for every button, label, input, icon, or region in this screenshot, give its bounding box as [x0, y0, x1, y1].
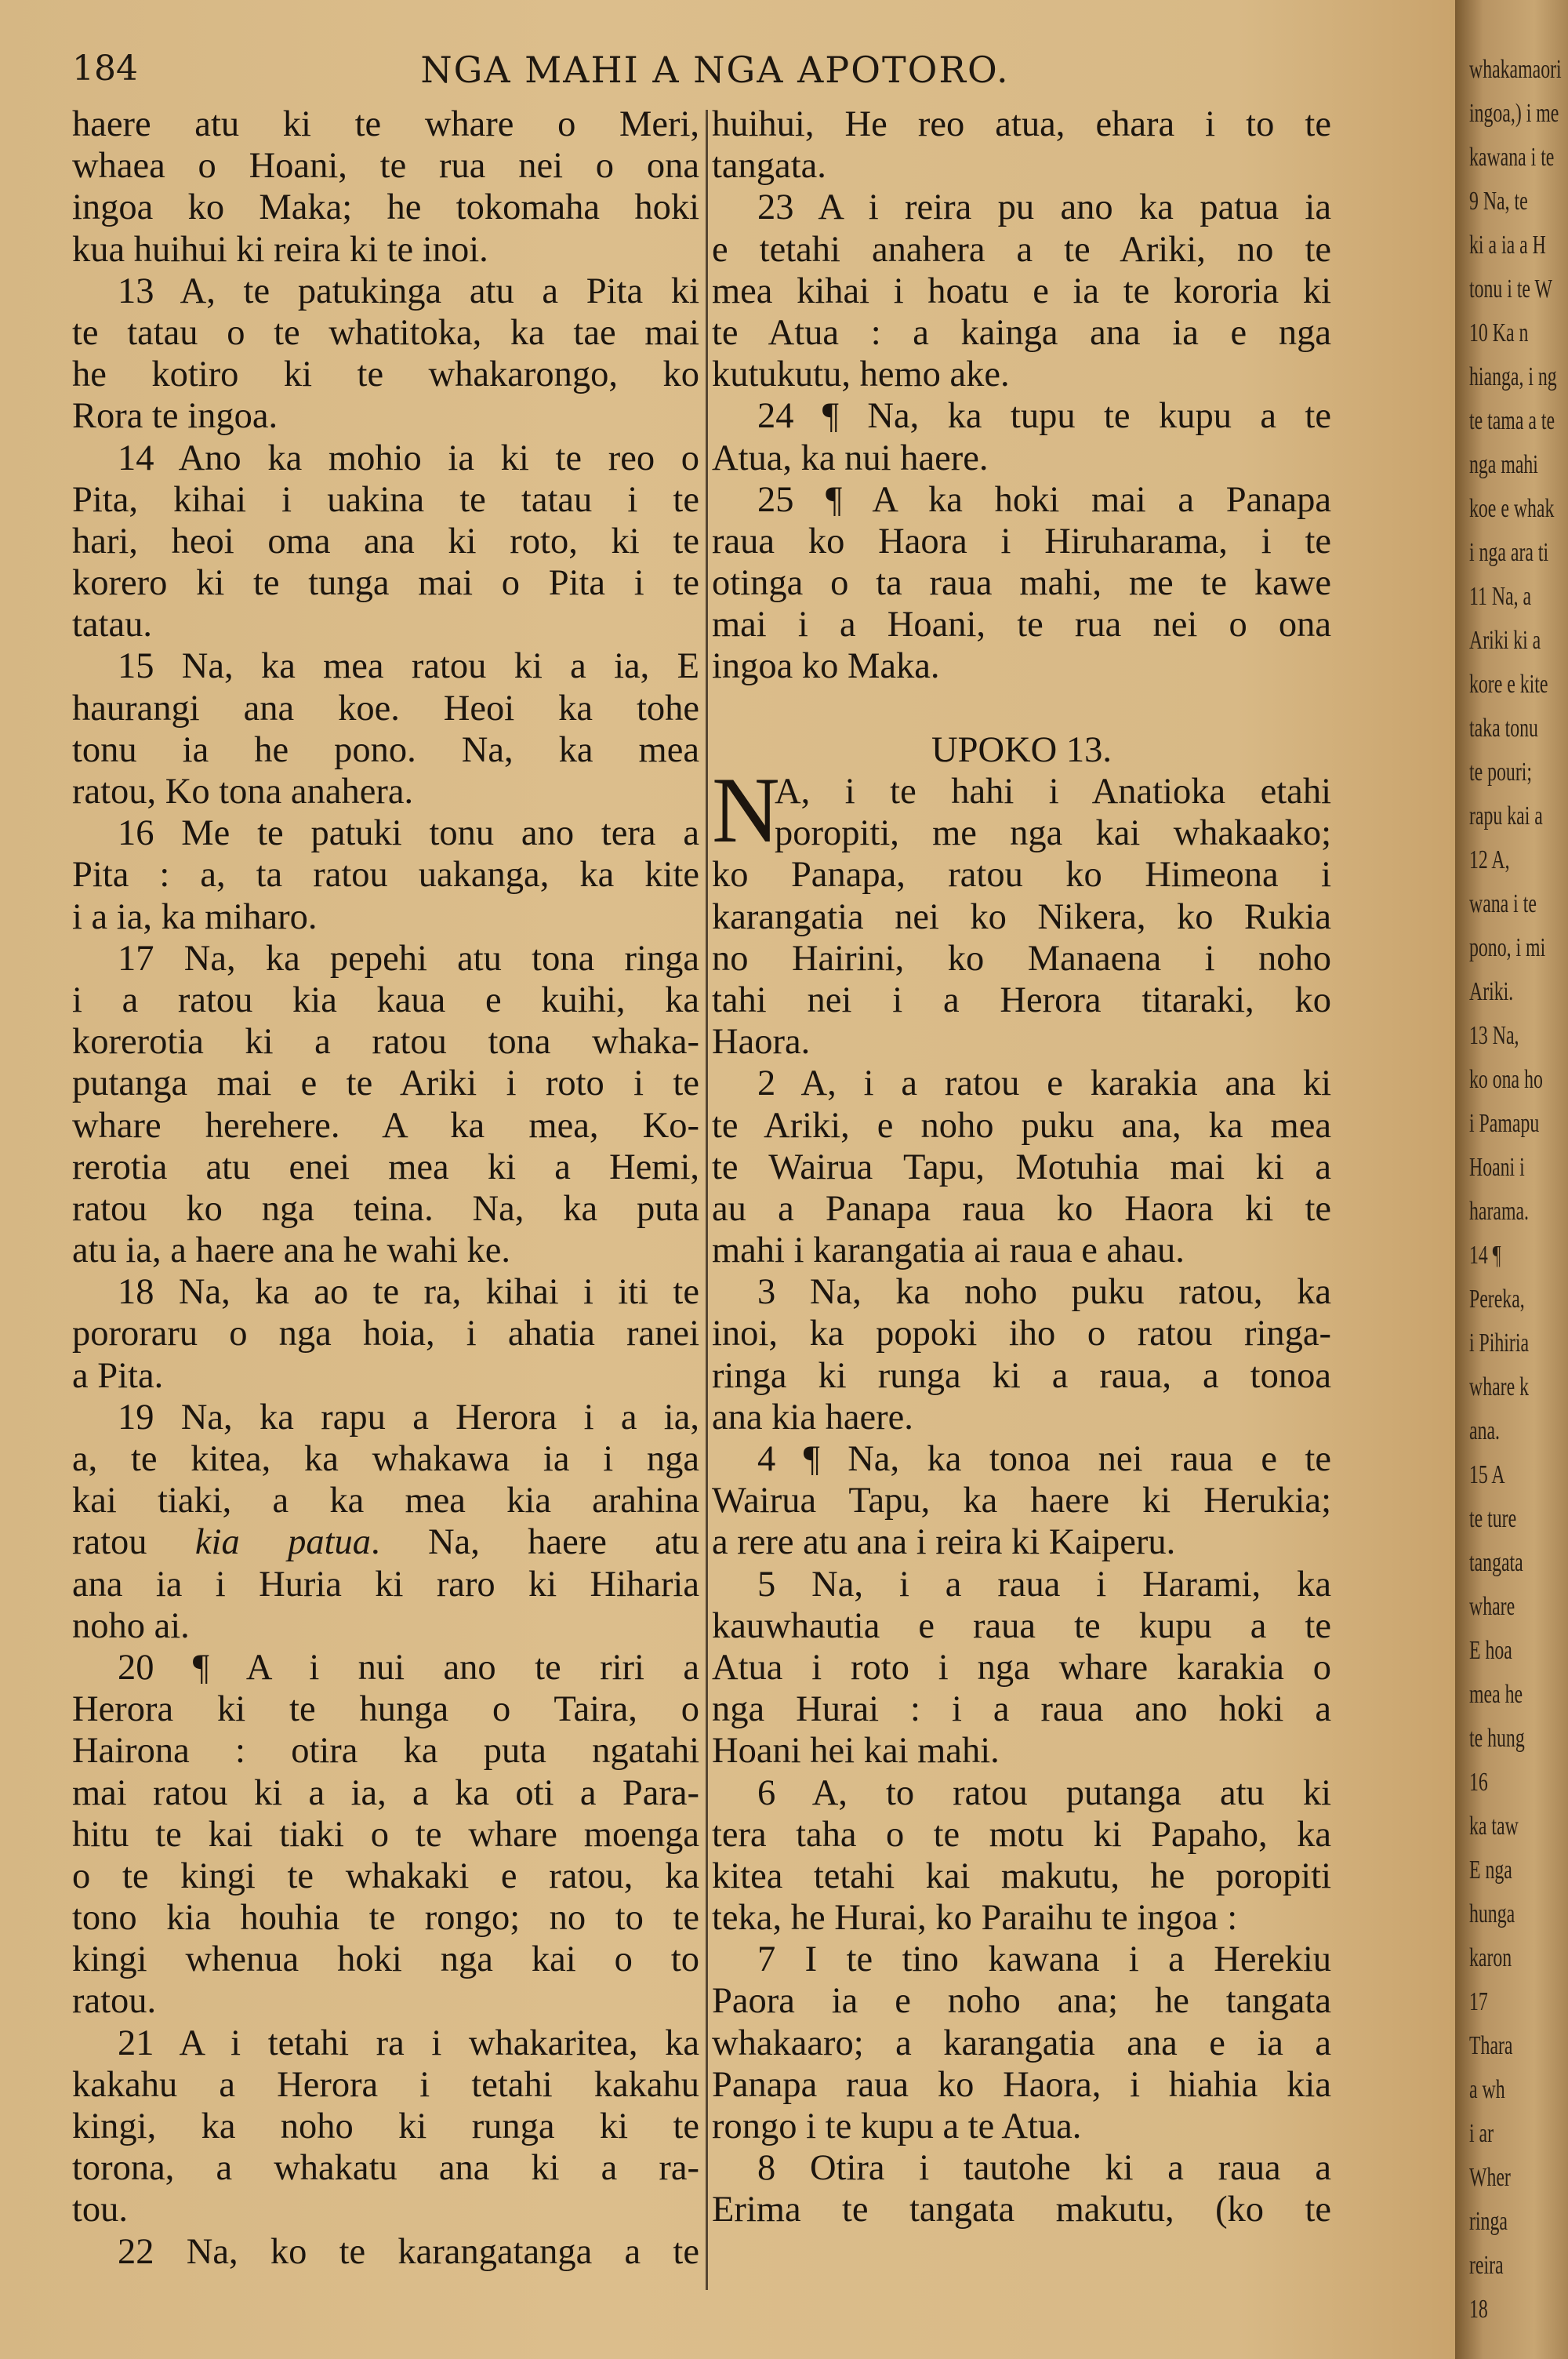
text-line: Wairua Tapu, ka haere ki Herukia;	[712, 1481, 1331, 1521]
next-page-fragment: 13 Na,	[1469, 1021, 1519, 1050]
next-page-fragment: te pouri;	[1469, 758, 1532, 787]
text-line: korero ki te tunga mai o Pita i te	[72, 563, 699, 604]
next-page-fragment: kore e kite	[1469, 670, 1548, 699]
text-line: korerotia ki a ratou tona whaka-	[72, 1022, 699, 1063]
text-line: te Wairua Tapu, Motuhia mai ki a	[712, 1147, 1331, 1187]
next-page-fragment: ka taw	[1469, 1812, 1519, 1841]
text-line: ratou kia patua. Na, haere atu	[72, 1522, 699, 1563]
next-page-fragment: ki a ia a H	[1469, 231, 1546, 260]
next-page-fragment: 17	[1469, 1987, 1488, 2016]
text-line: e tetahi anahera a te Ariki, no te	[712, 229, 1331, 270]
next-page-fragment: ana.	[1469, 1416, 1500, 1445]
text-line: i a ia, ka miharo.	[72, 896, 318, 937]
chapter-spacer	[712, 688, 1331, 729]
next-page-fragment: 15 A	[1469, 1460, 1505, 1489]
next-page-fragment: karon	[1469, 1943, 1512, 1972]
page-number: 184	[72, 49, 138, 89]
text-line: mai i a Hoani, te rua nei o ona	[712, 605, 1331, 645]
text-line: Pita, kihai i uakina te tatau i te	[72, 479, 699, 520]
text-line: whare herehere. A ka mea, Ko-	[72, 1105, 699, 1146]
text-line: tono kia houhia te rongo; no to te	[72, 1898, 699, 1939]
text-line: putanga mai e te Ariki i roto i te	[72, 1063, 699, 1104]
next-page-fragment: Pereka,	[1469, 1285, 1525, 1314]
next-page-edge	[1455, 0, 1568, 2359]
next-page-fragment: E hoa	[1469, 1636, 1512, 1665]
text-line: tangata.	[712, 146, 826, 187]
text-line: 3 Na, ka noho puku ratou, ka	[757, 1272, 1331, 1313]
italic-text: kia patua	[194, 1522, 371, 1563]
text-line: Hairona : otira ka puta ngatahi	[72, 1731, 699, 1772]
next-page-fragment: tangata	[1469, 1548, 1523, 1577]
text-line: inoi, ka popoki iho o ratou ringa-	[712, 1314, 1331, 1354]
text-line: 21 A i tetahi ra i whakaritea, ka	[118, 2023, 699, 2063]
next-page-fragment: whare	[1469, 1592, 1515, 1621]
text-line: 4 ¶ Na, ka tonoa nei raua e te	[757, 1439, 1331, 1479]
text-line: whakaaro; a karangatia ana e ia a	[712, 2023, 1331, 2063]
next-page-fragment: Ariki ki a	[1469, 626, 1541, 655]
text-line: haurangi ana koe. Heoi ka tohe	[72, 688, 699, 729]
next-page-fragment: 11 Na, a	[1469, 582, 1532, 611]
next-page-fragment: i Pamapu	[1469, 1109, 1540, 1138]
text-line: mahi i karangatia ai raua e ahau.	[712, 1230, 1185, 1271]
text-line: i a ratou kia kaua e kuihi, ka	[72, 980, 699, 1020]
text-line: 25 ¶ A ka hoki mai a Panapa	[757, 479, 1331, 520]
text-line: mea kihai i hoatu e ia te kororia ki	[712, 271, 1331, 311]
page-header	[72, 49, 1358, 104]
text-line: Atua i roto i nga whare karakia o	[712, 1647, 1331, 1688]
text-line: haere atu ki te whare o Meri,	[72, 104, 699, 144]
text-line: tou.	[72, 2190, 129, 2230]
text-line: ingoa ko Maka.	[712, 646, 940, 687]
text-line: 8 Otira i tautohe ki a raua a	[757, 2148, 1331, 2189]
text-line: hitu te kai tiaki o te whare moenga	[72, 1814, 699, 1855]
text-line: te tatau o te whatitoka, ka tae mai	[72, 312, 699, 353]
text-line: teka, he Hurai, ko Paraihu te ingoa :	[712, 1898, 1238, 1939]
text-line: kakahu a Herora i tetahi kakahu	[72, 2064, 699, 2105]
text-line: rongo i te kupu a te Atua.	[712, 2106, 1082, 2146]
text-line: te Ariki, e noho puku ana, ka mea	[712, 1105, 1331, 1146]
right-column-continuation	[712, 104, 1331, 688]
next-page-fragment: i Pihiria	[1469, 1329, 1530, 1358]
next-page-fragment: te ture	[1469, 1504, 1517, 1533]
right-column	[712, 104, 1331, 2231]
next-page-fragment: pono, i mi	[1469, 933, 1546, 962]
drop-cap: N	[712, 758, 780, 862]
text-line: ratou, Ko tona anahera.	[72, 772, 414, 812]
next-page-fragment: hunga	[1469, 1899, 1515, 1928]
next-page-fragment: ringa	[1469, 2207, 1508, 2236]
text-line: a Pita.	[72, 1355, 164, 1396]
text-line: au a Panapa raua ko Haora ki te	[712, 1188, 1331, 1229]
text-line: Panapa raua ko Haora, i hiahia kia	[712, 2064, 1331, 2105]
next-page-fragment: tonu i te W	[1469, 274, 1552, 304]
text-line: tera taha o te motu ki Papaho, ka	[712, 1814, 1331, 1855]
text-line: nga Hurai : i a raua ano hoki a	[712, 1689, 1331, 1730]
text-line: ana ia i Huria ki raro ki Hiharia	[72, 1564, 699, 1605]
text-line: 24 ¶ Na, ka tupu te kupu a te	[757, 396, 1331, 437]
text-line: Hoani hei kai mahi.	[712, 1731, 1000, 1772]
next-page-fragment: kawana i te	[1469, 143, 1555, 172]
text-line: kingi whenua hoki nga kai o to	[72, 1939, 699, 1980]
text-line: whaea o Hoani, te rua nei o ona	[72, 146, 699, 187]
chapter-text	[712, 758, 1331, 2231]
next-page-fragment: Wher	[1469, 2163, 1511, 2192]
text-line: huihui, He reo atua, ehara i to te	[712, 104, 1331, 144]
text-line: 23 A i reira pu ano ka patua ia	[757, 187, 1331, 228]
next-page-fragment: Thara	[1469, 2031, 1513, 2060]
next-page-fragment: rapu kai a	[1469, 801, 1543, 831]
next-page-fragment: te tama a te	[1469, 406, 1555, 435]
text-line: A, i te hahi i Anatioka etahi	[775, 772, 1331, 812]
text-line: te Atua : a kainga ana ia e nga	[712, 312, 1331, 353]
text-line: Paora ia e noho ana; he tangata	[712, 1981, 1331, 2022]
text-line: kutukutu, hemo ake.	[712, 354, 1010, 395]
text-line: torona, a whakatu ana ki a ra-	[72, 2148, 699, 2189]
text-line: Haora.	[712, 1022, 811, 1063]
text-line: 16 Me te patuki tonu ano tera a	[118, 813, 699, 854]
column-divider	[706, 110, 708, 2290]
text-line: ratou.	[72, 1981, 157, 2022]
text-line: otinga o ta raua mahi, me te kawe	[712, 563, 1331, 604]
text-line: 2 A, i a ratou e karakia ana ki	[757, 1063, 1331, 1104]
text-line: tonu ia he pono. Na, ka mea	[72, 729, 699, 770]
next-page-fragment: 9 Na, te	[1469, 187, 1528, 216]
text-line: 20 ¶ A i nui ano te riri a	[118, 1647, 699, 1688]
text-line: 22 Na, ko te karangatanga a te	[118, 2231, 699, 2272]
text-line: hari, heoi oma ana ki roto, ki te	[72, 521, 699, 562]
next-page-fragment: whakamaori	[1469, 55, 1562, 84]
next-page-fragment: Hoani i	[1469, 1153, 1525, 1182]
text-line: 18 Na, ka ao te ra, kihai i iti te	[118, 1272, 699, 1313]
text-line: Erima te tangata makutu, (ko te	[712, 2190, 1331, 2230]
next-page-fragment: ko ona ho	[1469, 1065, 1543, 1094]
text-line: tatau.	[72, 605, 152, 645]
next-page-fragment: ingoa,) i me	[1469, 99, 1559, 128]
text-line: ratou ko nga teina. Na, ka puta	[72, 1188, 699, 1229]
text-line: 5 Na, i a raua i Harami, ka	[757, 1564, 1331, 1605]
text-line: kua huihui ki reira ki te inoi.	[72, 229, 488, 270]
text-line: tahi nei i a Herora titaraki, ko	[712, 980, 1331, 1020]
next-page-fragment: i ar	[1469, 2119, 1494, 2148]
text-line: 14 Ano ka mohio ia ki te reo o	[118, 438, 699, 478]
next-page-fragment: wana i te	[1469, 889, 1537, 918]
running-title: NGA MAHI A NGA APOTORO.	[420, 49, 1010, 91]
text-line: 13 A, te patukinga atu a Pita ki	[118, 271, 699, 311]
text-line: Rora te ingoa.	[72, 396, 278, 437]
text-line: 19 Na, ka rapu a Herora i a ia,	[118, 1397, 699, 1438]
text-line: Atua, ka nui haere.	[712, 438, 989, 478]
next-page-fragment: reira	[1469, 2251, 1504, 2280]
text-line: 15 Na, ka mea ratou ki a ia, E	[118, 646, 699, 687]
text-line: kitea tetahi kai makutu, he poropiti	[712, 1856, 1331, 1896]
text-line: rerotia atu enei mea ki a Hemi,	[72, 1147, 699, 1187]
next-page-fragment: nga mahi	[1469, 450, 1538, 479]
text-line: Herora ki te hunga o Taira, o	[72, 1689, 699, 1730]
next-page-fragment: taka tonu	[1469, 714, 1538, 743]
next-page-fragment: mea he	[1469, 1680, 1523, 1709]
text-line: 6 A, to ratou putanga atu ki	[757, 1772, 1331, 1813]
text-line: ringa ki runga ki a raua, a tonoa	[712, 1355, 1331, 1396]
text-line: a rere atu ana i reira ki Kaiperu.	[712, 1522, 1176, 1563]
text-line: noho ai.	[72, 1605, 190, 1646]
next-page-fragment: whare k	[1469, 1372, 1529, 1401]
text-line: atu ia, a haere ana he wahi ke.	[72, 1230, 510, 1271]
text-line: he kotiro ki te whakarongo, ko	[72, 354, 699, 395]
next-page-fragment: Ariki.	[1469, 977, 1514, 1006]
text-line: no Hairini, ko Manaena i noho	[712, 938, 1331, 979]
text-line: Pita : a, ta ratou uakanga, ka kite	[72, 855, 699, 896]
left-column	[72, 104, 699, 2273]
next-page-fragment: 18	[1469, 2295, 1488, 2324]
next-page-fragment: 16	[1469, 1768, 1488, 1797]
next-page-fragment: 10 Ka n	[1469, 318, 1529, 347]
text-line: ana kia haere.	[712, 1397, 913, 1438]
text-line: o te kingi te whakaki e ratou, ka	[72, 1856, 699, 1896]
next-page-fragment: 14 ¶	[1469, 1241, 1501, 1270]
text-line: 17 Na, ka pepehi atu tona ringa	[118, 938, 699, 979]
next-page-fragment: te hung	[1469, 1724, 1525, 1753]
text-line: pororaru o nga hoia, i ahatia ranei	[72, 1314, 699, 1354]
chapter-heading: UPOKO 13.	[931, 729, 1112, 770]
text-line: ko Panapa, ratou ko Himeona i	[712, 855, 1331, 896]
next-page-fragment: i nga ara ti	[1469, 538, 1549, 567]
text-line: karangatia nei ko Nikera, ko Rukia	[712, 896, 1331, 937]
next-page-fragment: koe e whak	[1469, 494, 1555, 523]
text-line: a, te kitea, ka whakawa ia i nga	[72, 1439, 699, 1479]
text-line: kauwhautia e raua te kupu a te	[712, 1605, 1331, 1646]
next-page-fragment: E nga	[1469, 1856, 1512, 1885]
text-line: poropiti, me nga kai whakaako;	[775, 813, 1331, 854]
text-line: raua ko Haora i Hiruharama, i te	[712, 521, 1331, 562]
text-line: kai tiaki, a ka mea kia arahina	[72, 1481, 699, 1521]
next-page-fragment: harama.	[1469, 1197, 1529, 1226]
text-line: kingi, ka noho ki runga ki te	[72, 2106, 699, 2146]
next-page-fragment: hianga, i ng	[1469, 362, 1557, 391]
next-page-fragment: a wh	[1469, 2075, 1505, 2104]
text-line: ingoa ko Maka; he tokomaha hoki	[72, 187, 699, 228]
next-page-fragment: 12 A,	[1469, 845, 1510, 874]
text-line: mai ratou ki a ia, a ka oti a Para-	[72, 1772, 699, 1813]
text-line: 7 I te tino kawana i a Herekiu	[757, 1939, 1331, 1980]
